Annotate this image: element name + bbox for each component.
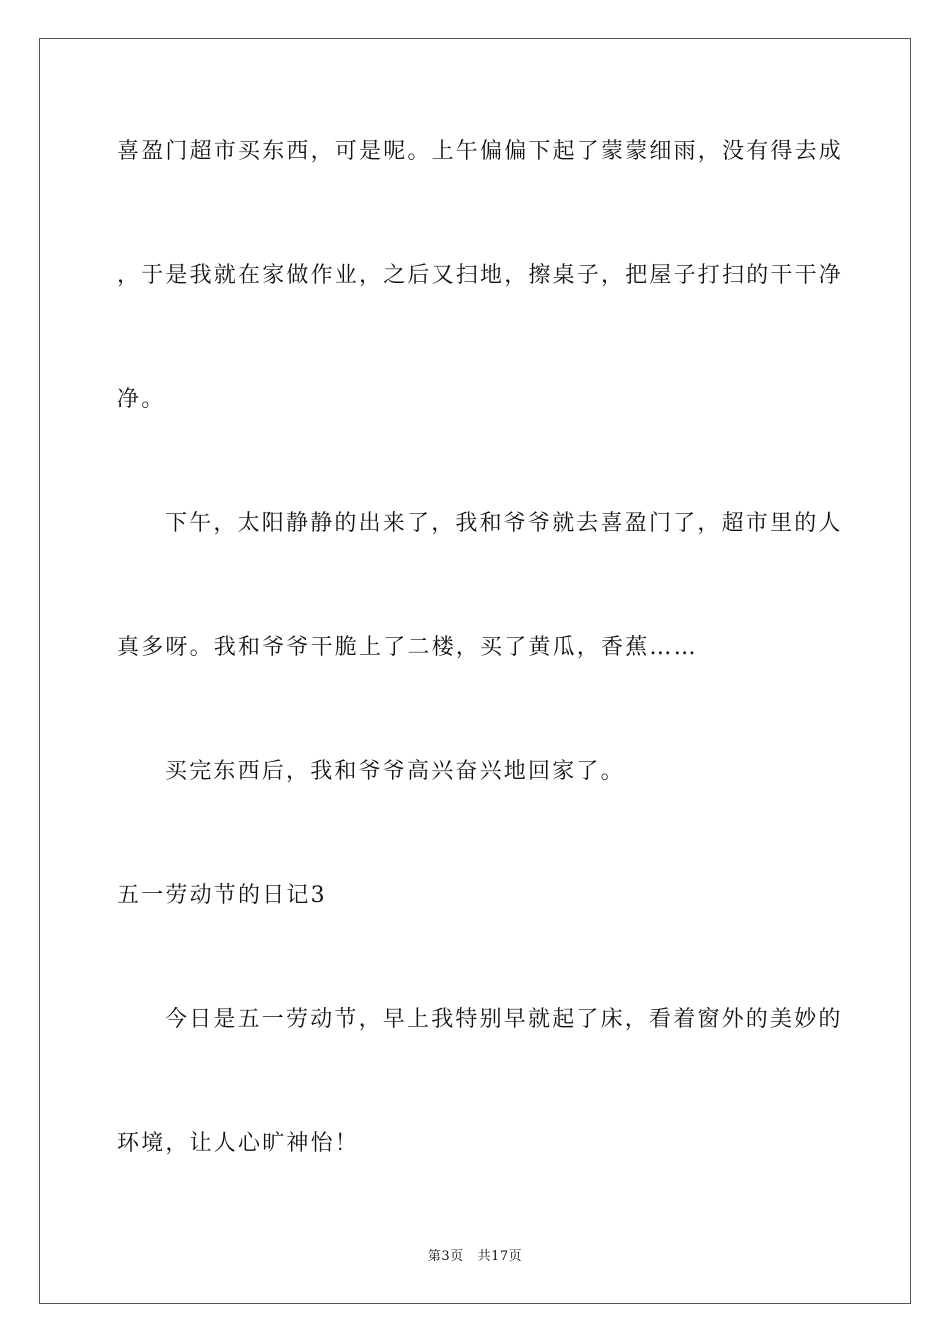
paragraph-line: 净。 <box>117 387 166 412</box>
paragraph-line: 今日是五一劳动节，早上我特别早就起了床，看着窗外的美妙的 <box>165 1007 843 1032</box>
page-total: 共17页 <box>477 1249 523 1264</box>
section-heading: 五一劳动节的日记3 <box>117 883 327 908</box>
paragraph-line: 真多呀。我和爷爷干脆上了二楼，买了黄瓜，香蕉…… <box>117 635 698 660</box>
paragraph-line: 环境，让人心旷神怡！ <box>117 1131 360 1156</box>
page-frame <box>39 38 911 1304</box>
paragraph-line: 下午，太阳静静的出来了，我和爷爷就去喜盈门了，超市里的人 <box>165 511 843 536</box>
paragraph-line: ，于是我就在家做作业，之后又扫地，擦桌子，把屋子打扫的干干净 <box>117 263 844 288</box>
paragraph-line: 喜盈门超市买东西，可是呢。上午偏偏下起了蒙蒙细雨，没有得去成 <box>117 139 844 164</box>
page-footer <box>0 1248 950 1266</box>
page-number: 第3页 <box>427 1249 464 1264</box>
paragraph-line: 买完东西后，我和爷爷高兴奋兴地回家了。 <box>165 759 625 784</box>
